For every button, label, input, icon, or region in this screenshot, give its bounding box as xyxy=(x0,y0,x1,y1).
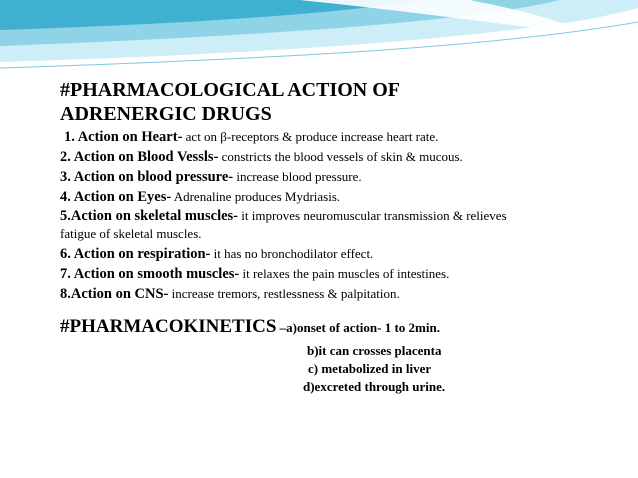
pharmacokinetics-heading-line xyxy=(60,316,620,338)
pharmacokinetics-item-placenta: b)it can crosses placenta xyxy=(307,343,442,358)
action-text: act on β-receptors & produce increase heart rate. xyxy=(182,129,439,144)
action-text: increase tremors, restlessness & palpitation. xyxy=(168,286,400,301)
pharmacokinetics-title: #PHARMACOKINETICS xyxy=(60,316,277,337)
pharmacokinetics-section xyxy=(60,316,620,394)
action-item-skeletal-muscles xyxy=(60,207,540,242)
action-text: it improves neuromuscular transmission & relieves fatigue of skeletal muscles. xyxy=(60,208,507,241)
pharmacokinetics-item-onset: –a)onset of action- 1 to 2min. xyxy=(276,320,440,335)
action-item-blood-vessels xyxy=(60,147,620,167)
action-heading: 5.Action on skeletal muscles- xyxy=(60,208,239,224)
header-wave-decoration xyxy=(0,0,638,80)
action-list xyxy=(60,127,620,304)
action-heading: 4. Action on Eyes- xyxy=(60,189,172,205)
action-item-eyes xyxy=(60,187,620,207)
action-heading: 1. Action on Heart- xyxy=(64,129,183,145)
action-text: it relaxes the pain muscles of intestines. xyxy=(239,266,450,281)
pharmacokinetics-item-liver: c) metabolized in liver xyxy=(308,361,432,376)
action-item-blood-pressure xyxy=(60,167,620,187)
title-line-2: ADRENERGIC DRUGS xyxy=(60,103,272,125)
action-item-heart xyxy=(60,127,620,147)
action-item-cns xyxy=(60,284,620,304)
action-text: it has no bronchodilator effect. xyxy=(210,246,374,261)
pharmacokinetics-item-urine: d)excreted through urine. xyxy=(303,379,446,394)
title-line-1: #PHARMACOLOGICAL ACTION OF xyxy=(60,79,401,101)
action-item-smooth-muscles xyxy=(60,264,620,284)
action-heading: 7. Action on smooth muscles- xyxy=(60,266,240,282)
action-item-respiration xyxy=(60,244,620,264)
action-heading: 6. Action on respiration- xyxy=(60,246,211,262)
action-text: increase blood pressure. xyxy=(233,169,362,184)
action-heading: 3. Action on blood pressure- xyxy=(60,169,234,185)
content xyxy=(60,78,620,304)
action-heading: 8.Action on CNS- xyxy=(60,286,169,302)
action-text: constricts the blood vessels of skin & mucous. xyxy=(218,149,463,164)
action-heading: 2. Action on Blood Vessls- xyxy=(60,149,219,165)
action-text: Adrenaline produces Mydriasis. xyxy=(171,189,341,204)
